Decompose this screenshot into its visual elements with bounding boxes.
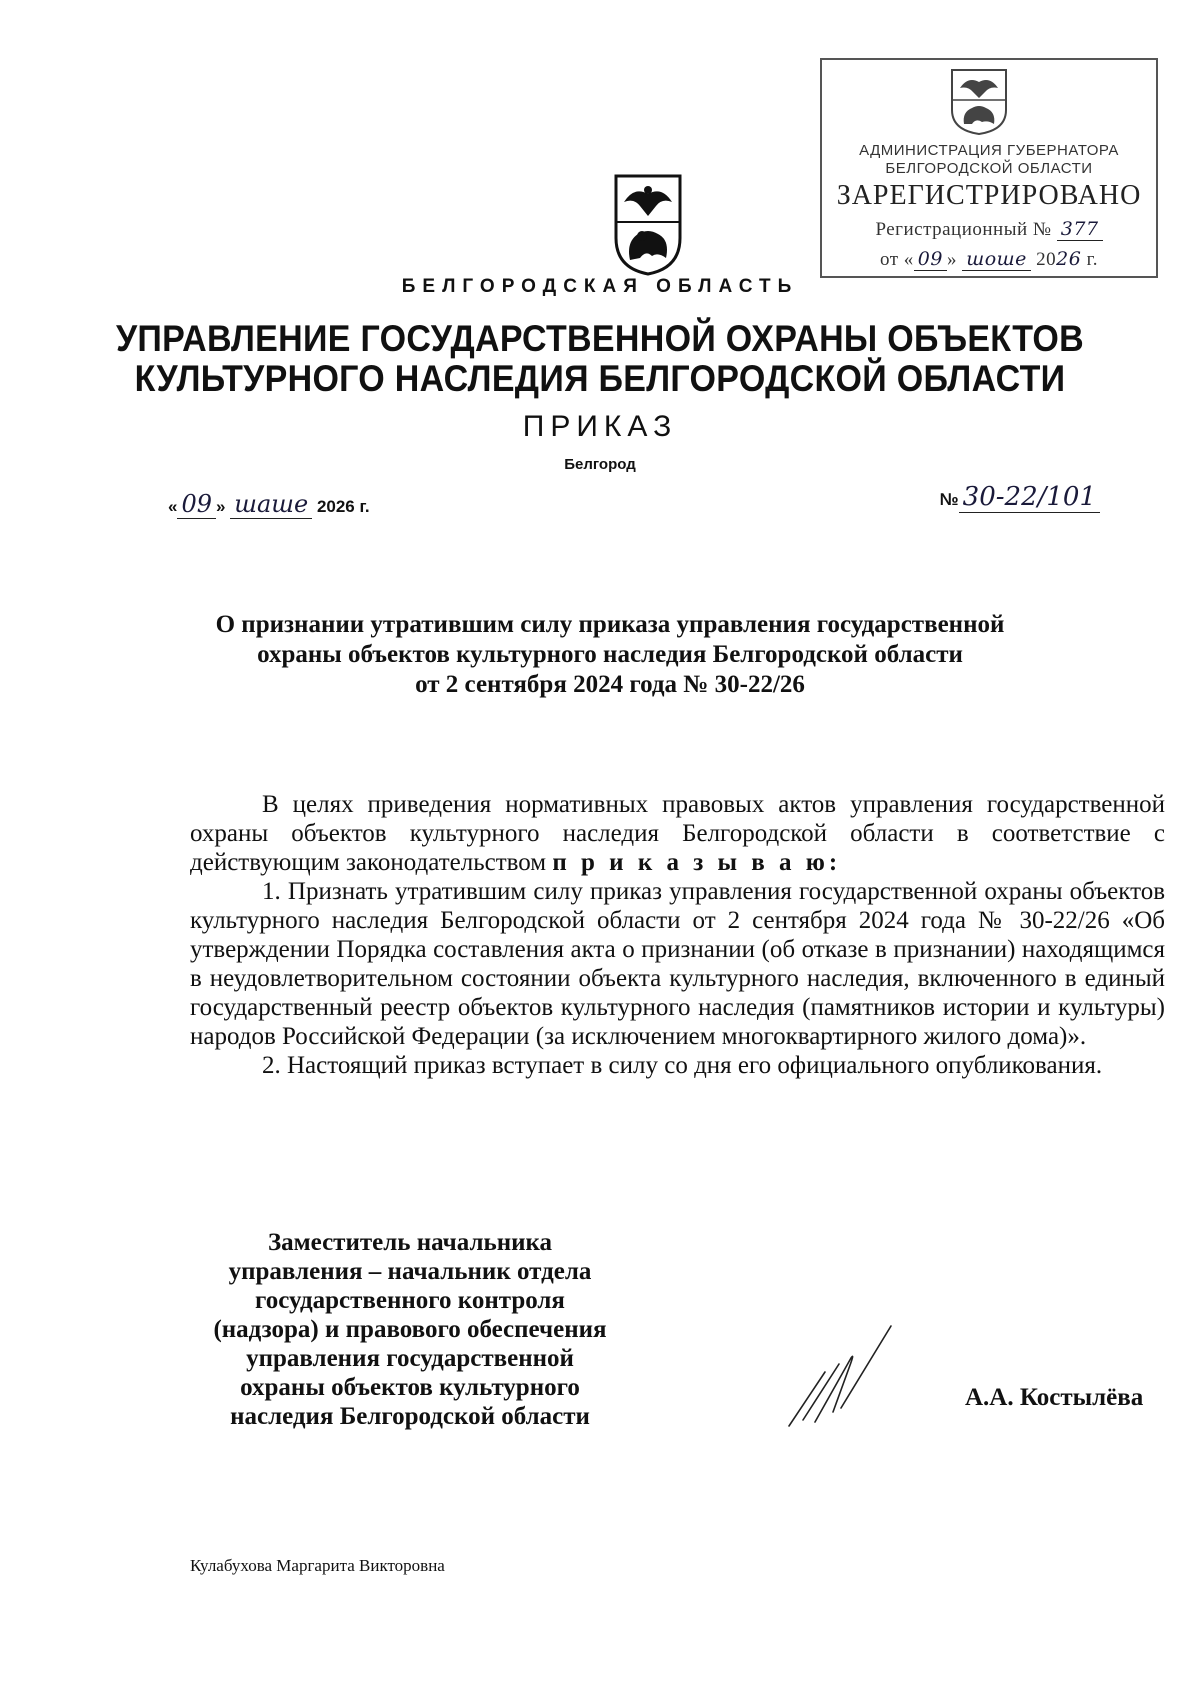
executor-name: Кулабухова Маргарита Викторовна: [190, 1556, 445, 1575]
city: Белгород: [564, 456, 636, 473]
preamble-text: В целях приведения нормативных правовых актов управления государственной охраны объектов культурного наследия Белгородской области в соответствие с действующим законодательством: [190, 791, 1165, 876]
stamp-date-year-prefix: 20: [1036, 249, 1057, 270]
order-date-day: 09: [177, 490, 216, 519]
region-heading: БЕЛГОРОДСКАЯ ОБЛАСТЬ: [401, 276, 799, 297]
order-date-year: 2026 г.: [316, 497, 370, 516]
signer-title-line1: Заместитель начальника: [267, 1229, 553, 1256]
signer-title-line5: управления государственной: [246, 1345, 574, 1372]
org-name-line1: УПРАВЛЕНИЕ ГОСУДАРСТВЕННОЙ ОХРАНЫ ОБЪЕКТОВ: [115, 318, 1085, 360]
signer-title-line7: наследия Белгородской области: [230, 1403, 590, 1430]
stamp-reg-label: Регистрационный №: [875, 219, 1052, 240]
org-name-line2: КУЛЬТУРНОГО НАСЛЕДИЯ БЕЛГОРОДСКОЙ ОБЛАСТИ: [134, 358, 1066, 400]
item-2: 2. Настоящий приказ вступает в силу со дня его официального опубликования.: [262, 1052, 1103, 1079]
order-number-value: 30-22/101: [959, 482, 1100, 513]
signer-title-line4: (надзора) и правового обеспечения: [213, 1316, 607, 1343]
date-close-quote: »: [216, 497, 226, 516]
stamp-status: ЗАРЕГИСТРИРОВАНО: [836, 180, 1142, 211]
preamble-paragraph: [190, 790, 1165, 877]
order-number-label: №: [939, 490, 959, 509]
item-1: 1. Признать утратившим силу приказ управления государственной охраны объектов культурного наследия Белгородской области от 2 сентября 2024 года № 30-22/26 «Об утверждении Порядка составления акта о признании (об отказе в признании) находящимся в неудовлетворительном состоянии объекта культурного наследия, включенного в единый государственный реестр объектов культурного наследия (памятников истории и культуры) народов Российской Федерации (за исключением многоквартирного жилого дома)».: [190, 878, 1165, 1050]
subject-line2: охраны объектов культурного наследия Белгородской области: [257, 641, 963, 668]
order-date-month: шаше: [230, 490, 312, 519]
handwritten-signature: [785, 1322, 905, 1432]
stamp-date-line: [822, 248, 1156, 271]
signer-title-line6: охраны объектов культурного: [240, 1374, 580, 1401]
date-open-quote: «: [168, 497, 178, 516]
order-number: [940, 482, 1100, 512]
signer-title: [190, 1228, 630, 1431]
registration-stamp: [820, 58, 1158, 278]
stamp-date-end: г.: [1086, 249, 1099, 270]
stamp-org-line1: АДМИНИСТРАЦИЯ ГУБЕРНАТОРА: [859, 142, 1119, 159]
stamp-date-day: 09: [914, 248, 947, 271]
stamp-reg-number: 377: [1057, 218, 1103, 241]
order-subject: [180, 610, 1040, 700]
document-type: ПРИКАЗ: [522, 410, 678, 443]
coat-of-arms-emblem: [612, 172, 684, 276]
subject-line1: О признании утратившим силу приказа управления государственной: [215, 611, 1005, 638]
signer-name: А.А. Костылёва: [965, 1384, 1144, 1411]
stamp-date-month: шоше: [962, 248, 1031, 271]
signer-title-line2: управления – начальник отдела: [228, 1258, 592, 1285]
order-body: [190, 790, 1165, 1080]
stamp-date-mid: »: [946, 249, 957, 270]
stamp-date-year-suffix: 26: [1056, 248, 1082, 270]
order-date: [168, 490, 370, 518]
subject-line3: от 2 сентября 2024 года № 30-22/26: [415, 671, 805, 698]
stamp-org-line2: БЕЛГОРОДСКОЙ ОБЛАСТИ: [885, 160, 1093, 177]
stamp-emblem-icon: [948, 66, 1010, 136]
signer-title-line3: государственного контроля: [255, 1287, 565, 1314]
stamp-reg-number-line: [822, 218, 1156, 241]
decree-word: п р и к а з ы в а ю:: [552, 849, 842, 876]
stamp-date-prefix: от «: [879, 249, 914, 270]
